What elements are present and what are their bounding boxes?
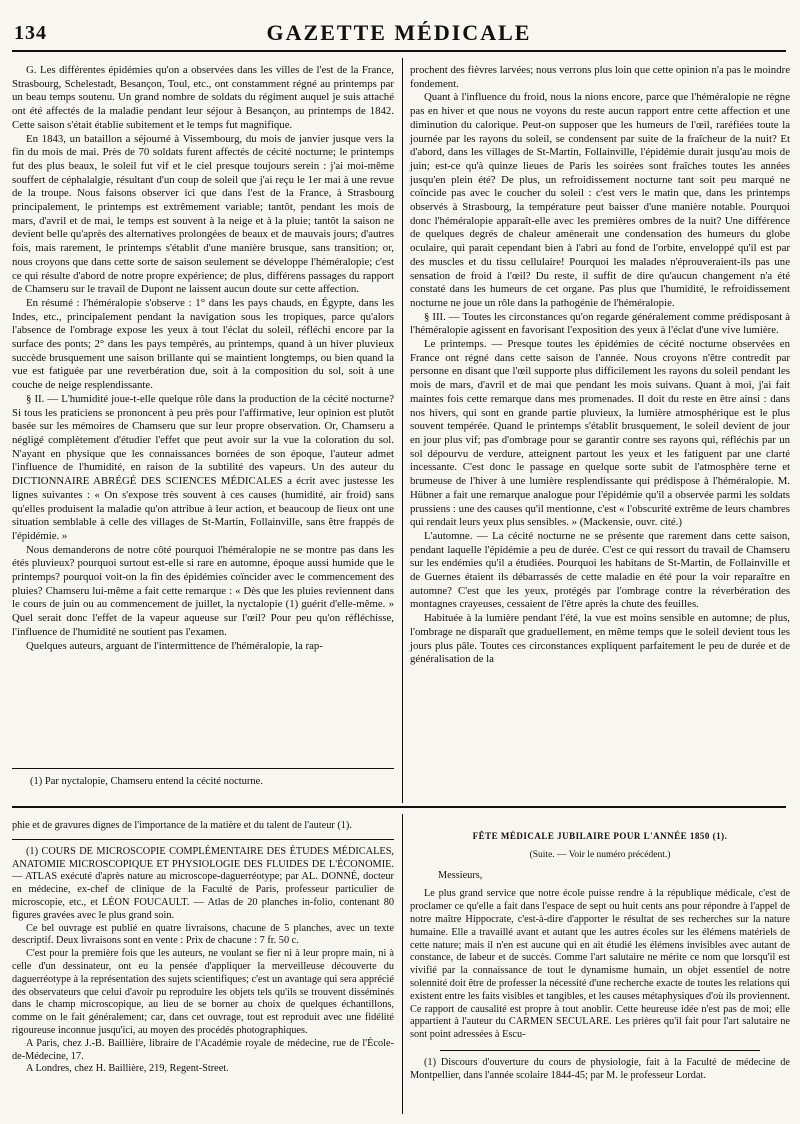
footnote-rule (12, 839, 394, 840)
paragraph: Quelques auteurs, arguant de l'intermittence de l'héméralopie, la rap- (26, 639, 323, 652)
paragraph: Quant à l'influence du froid, nous la nions encore, parce que l'héméralopie ne règne pas en hiver et que nous ne voyons du reste aucun rapport entre cette affection et une diminution du calorique. Peut-on supposer que les humeurs de l'œil, raréfiées toute la journée par les rayons du soleil, se condensent par suite de la fraîcheur de la nuit? Et d'abord, dans les villages de St-Martin, Follainville, l'épidémie durait jusqu'au mois de juin; est-ce qu'à quinze lieues de Paris les soirées sont fraîches toutes les années jusqu'en plein été? De plus, un refroidissement nocturne tant soit peu marqué ne coïncide pas avec le coucher du soleil : c'est vers le matin que, dans les printemps observés à Strasbourg, la température peut baisser d'une manière notable. Pourquoi donc l'héméralopie apparaît-elle avec les premières ombres de la nuit? Une différence de quelques degrés de chaleur amènerait une condensation des humeurs du globe oculaire, qui parait cependant bien à l'abri au fond de l'orbite, enveloppé qu'il est par des muscles et du tissu cellulaire! Pourquoi les malades n'éprouveraient-ils pas une sensation de froid à l'œil? Du reste, il suffit de dire qu'aucun changement n'a été constaté dans les humeurs de cet organe. Pas plus que l'humidité, le refroidissement nocturne ne joue un rôle dans la pathogénie de l'héméralopie. (410, 91, 790, 309)
section-rule (12, 806, 786, 808)
header-rule (12, 50, 786, 52)
footnote: (1) Par nyctalopie, Chamseru entend la cécité nocturne. (30, 776, 263, 787)
paragraph: En résumé : l'héméralopie s'observe : 1° dans les pays chauds, en Égypte, dans les Indes, etc., principalement pendant la navigation sous les tropiques, parce qu'alors l'absence de l'ombrage expose les yeux à tout l'éclat du soleil, réfléchi encore par la surface des ponts; 2° dans les pays tempérés, au printemps, quand à un hiver pluvieux succède brusquement une saison brillante qui se maintient longtemps, ou bien quand la vue est fatiguée par une reverbération due, soit à la composition du sol, soit à une couche de neige resplendissante. (12, 296, 394, 392)
paragraph: En 1843, un bataillon a séjourné à Vissembourg, du mois de janvier jusque vers la fin du mois de mai. Près de 70 soldats furent affectés de cécité nocturne; le printemps fut des plus beaux, le soleil fut vif et le ciel presque toujours serein : j'ai moi-même souffert de céphalalgie, résultant d'un coup de soleil que j'ai reçu le 1er mai à une revue de la troupe. Nous faisons observer ici que dans l'est de la France, à Strasbourg principalement, le printemps est extrêmement variable; tantôt, pendant les mois de mars, d'avril et de mai, le temps est souvent à la neige et à la pluie; tantôt la saison ne devient belle qu'après des alternatives prolongées de beaux et de mauvais jours; d'autres fois, mais rarement, le printemps s'établit d'une manière brusque, sans transition; or, nous croyons que dans cette sorte de saison seulement se développe l'héméralopie; c'est ce qui résulte d'abord de notre propre expérience; de plus, différens passages du rapport de Chamseru sur le travail de Dupont ne laissent aucun doute sur cette affection. (12, 132, 394, 296)
page-header (12, 20, 786, 46)
footnote-rule (12, 768, 394, 769)
paragraph: prochent des fièvres larvées; nous verrons plus loin que cette opinion n'a pas le moindre fondement. (410, 64, 790, 90)
footnote-rule (440, 1050, 760, 1051)
column-divider-lower (402, 814, 403, 1114)
column-divider (402, 58, 403, 803)
article-title: FÊTE MÉDICALE JUBILAIRE POUR L'ANNÉE 1850 (1). (472, 831, 728, 841)
footnote: (1) COURS DE MICROSCOPIE COMPLÉMENTAIRE DES ÉTUDES MÉDICALES, ANATOMIE MICROSCOPIQUE ET PHYSIOLOGIE DES FLUIDES DE L'ÉCONOMIE. — ATLAS exécuté d'après nature au microscope-daguerréotype; par AL. DONNÉ, docteur en médecine, ex-chef de clinique de la Faculté de Paris, professeur particulier de microscopie, etc., et LÉON FOUCAULT. — Atlas de 20 planches in-folio, contenant 80 figures gravées avec le plus grand soin. (12, 845, 394, 921)
right-column (410, 64, 790, 667)
paragraph: phie et de gravures dignes de l'importance de la matière et du talent de l'auteur (1). (12, 820, 352, 831)
paragraph: Le plus grand service que notre école puisse rendre à la république médicale, c'est de proclamer ce qu'elle a fait dans l'espace de sept ou huit cents ans pour répondre à l'appel de notre maître Hippocrate, c'est-à-dire d'apporter le résultat de ses recherches sur la nature humaine. Elle a travaillé avant et autant que les autres écoles sur les élémens matériels de cette nature; mais il n'en est aucune qui en ait étudié les élémens invisibles avec autant de constance, de labeur et de succès. Comme l'art salutaire ne mérite ce nom que lorsqu'il est vivifié par la connaissance de tout le dynamisme humain, un objet essentiel de notre solennité doit être de professer la nécessité d'une recherche exacte de toutes les relations qui existent entre les faits visibles et tangibles, et les causes métaphysiques d'où ils proviennent. Ce rapport de causalité est propre à tout anoblir. Cette heureuse idée n'est pas de moi; elle appartient à l'auteur du CARMEN SECULARE. Les prières qu'il fait pour l'art salutaire ne sont point adressées à Escu- (410, 888, 790, 1041)
bottom-right-column (410, 830, 790, 1083)
bottom-left-column (12, 820, 394, 1076)
paragraph: A Londres, chez H. Baillière, 219, Regent-Street. (26, 1063, 229, 1075)
left-column (12, 64, 394, 653)
salutation: Messieurs, (438, 869, 483, 881)
paragraph: C'est pour la première fois que les auteurs, ne voulant se fier ni à leur propre main, ni à celle d'un dessinateur, ont eu la pensée d'appliquer la merveilleuse découverte du daguerréotype à la représentation des sujets scientifiques; c'est un avantage qui sera apprécié des observateurs que celui d'avoir pu reproduire les objets tels qu'ils se trouvent disséminés dans le champ microscopique, au lieu de se borner au choix de quelques échantillons, comme on le fait généralement; car, dans cet ouvrage, tout est reproduit avec une fidélité rigoureuse inconnue jusqu'ici, au moyen des procédés photographiques. (12, 948, 394, 1036)
paragraph: Le printemps. — Presque toutes les épidémies de cécité nocturne observées en France ont régné dans cette saison de l'année. Nous croyons n'être contredit par personne en disant que l'œil supporte plus difficilement les rayons du soleil pendant les mois de mars, d'avril et de mai que pendant les mois suivans. Quant à moi, j'ai fait maintes fois cette remarque dans mes promenades. Il doit du reste en être ainsi : dans nos hivers, qui sont en grande partie pluvieux, la lumière atmosphérique est le plus souvent tempérée. Quand le printemps s'établit brusquement, le soleil devient de jour en jour plus vif; pas d'ombrage pour se garantir contre ses rayons qui, réfléchis par un sol dépourvu de verdure, atteignent partout les yeux et les fatiguent par une clarté incessante. C'est donc le passage en quelque sorte subit de l'atmosphère terne et brumeuse de l'hiver à une lumière resplendissante qui prédispose à l'héméralopie. M. Hübner a fait une remarque analogue pour l'épidémie qu'il a observée parmi les soldats prussiens : une des causes qu'il mentionne, c'est « l'obscurité extrême de leurs chambres qui rendait leurs yeux plus sensibles. » (Mackensie, ouvr. cité.) (410, 338, 790, 529)
publication-title: GAZETTE MÉDICALE (266, 20, 532, 45)
paragraph: L'automne. — La cécité nocturne ne se présente que rarement dans cette saison, pendant laquelle l'épidémie a peu de durée. C'est ce qui ressort du travail de Chamseru sur les endémies qu'il a étudiées. Pourquoi les habitans de St-Martin, de Follainville et de Guernes étaient ils débarrassés de cette maladie en été pour la voir reparaître en automne? C'est que les yeux, protégés par l'ombrage contre la réverbération des montagnes crayeuses, cessaient de l'être après la chute des feuilles. (410, 529, 790, 611)
paragraph: A Paris, chez J.-B. Baillière, libraire de l'Académie royale de médecine, rue de l'École-de-Médecine, 17. (12, 1037, 394, 1062)
paragraph: Nous demanderons de notre côté pourquoi l'héméralopie ne se montre pas dans les étés pluvieux? pourquoi surtout est-elle si rare en automne, époque aussi humide que le printemps? pourquoi voit-on la fin des épidémies coïncider avec le commencement des pluies? Chamseru lui-même a fait cette remarque : « Dès que les pluies reviennent dans le cours de juin ou au commencement de juillet, la nyctalopie (1) guérit d'elle-même. » Quel serait donc l'effet de la vapeur aqueuse sur l'œil? Pour peu qu'on réfléchisse, l'influence de l'humidité ne soutient pas l'examen. (12, 543, 394, 638)
footnote: (1) Discours d'ouverture du cours de physiologie, fait à la Faculté de médecine de Montpellier, dans l'année scolaire 1844-45; par M. le professeur Lordat. (410, 1056, 790, 1081)
paragraph: § III. — Toutes les circonstances qu'on regarde généralement comme prédisposant à l'héméralopie agissent en favorisant l'exposition des yeux à l'éclat d'une vive lumière. (410, 310, 790, 337)
paragraph: Ce bel ouvrage est publié en quatre livraisons, chacune de 5 planches, avec un texte descriptif. Deux livraisons sont en vente : Prix de chacune : 7 fr. 50 c. (12, 922, 394, 947)
page-number: 134 (14, 22, 47, 44)
paragraph: G. Les différentes épidémies qu'on a observées dans les villes de l'est de la France, Strasbourg, Schelestadt, Besançon, Toul, etc., ont constamment régné au printemps par un beau temps soutenu. Un grand nombre de soldats du régiment auquel je suis attaché ont été affectés de la maladie pendant leur séjour à Besançon, au printemps de 1842. Cette saison s'était établie subitement et le temps fut magnifique. (12, 64, 394, 131)
paragraph: § II. — L'humidité joue-t-elle quelque rôle dans la production de la cécité nocturne? Si tous les praticiens se prononcent à peu près pour l'affirmative, leur opinion est plutôt basée sur les mémoires de Chamseru que sur leur propre observation. Or, Chamseru a négligé complètement d'étudier l'effet que peut avoir sur la vue la coloration du sol. N'ayant en physique que les connaissances bornées de son époque, l'auteur admet l'influence de l'humidité, en raison de la subtilité des vapeurs. Un des auteur du DICTIONNAIRE ABRÉGÉ DES SCIENCES MÉDICALES a écrit avec justesse les lignes suivantes : « On s'expose très souvent à ces causes (humidité, air froid) sans qu'elles produisent la maladie qu'on attribue à leur action, et beaucoup de lieux ont une situation semblable à celle des villages de St-Martin, Follainville, sans être frappés de l'épidémie. » (12, 392, 394, 542)
paragraph: Habituée à la lumière pendant l'été, la vue est moins sensible en automne; de plus, l'ombrage ne disparaît que graduellement, en même temps que le soleil devient tous les jours plus pâle. Toutes ces circonstances expliquent parfaitement le peu de durée et de généralisation de la (410, 612, 790, 666)
continuation-note: (Suite. — Voir le numéro précédent.) (529, 849, 671, 860)
